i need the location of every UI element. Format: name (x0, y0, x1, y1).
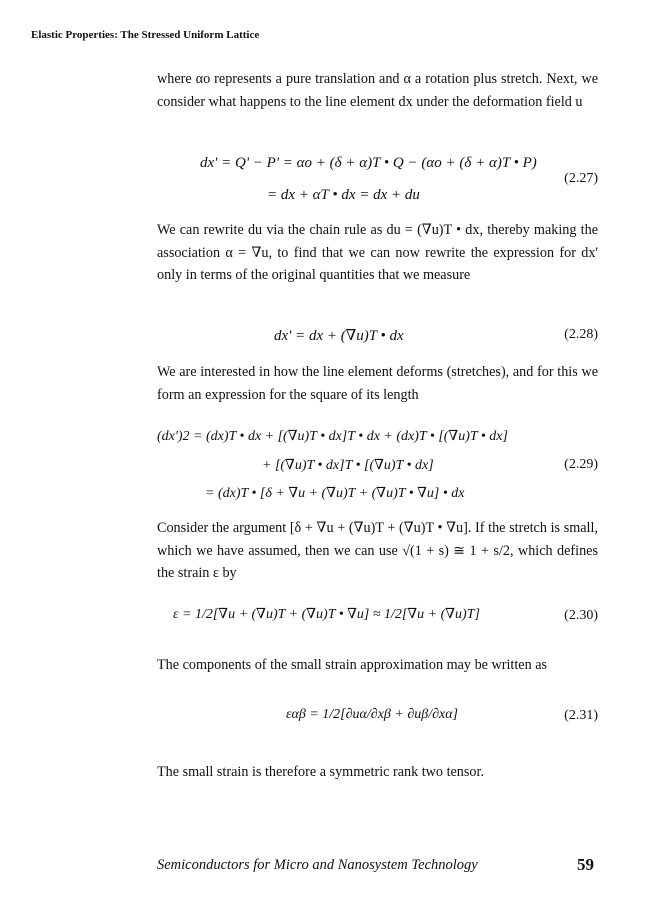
equation-number-2-27: (2.27) (564, 171, 598, 186)
equation-2-27-line-2: = dx + αT • dx = dx + du (267, 187, 420, 203)
paragraph-text: We are interested in how the line element deforms (stretches), and for this we form an expression for the square of its length (157, 364, 598, 403)
paragraph-1 (157, 68, 598, 113)
equation-2-29-line-3: = (dx)T • [δ + ∇u + (∇u)T + (∇u)T • ∇u] • dx (205, 486, 465, 501)
paragraph-text: Consider the argument [δ + ∇u + (∇u)T + (∇u)T • ∇u]. If the stretch is small, which we have assumed, then we can use √(1 + s) ≅ 1 + s/2, which defines the strain ε by (157, 520, 598, 581)
footer-book-title: Semiconductors for Micro and Nanosystem Technology (157, 857, 478, 873)
equation-number-2-30: (2.30) (564, 608, 598, 623)
paragraph-2 (157, 219, 598, 287)
equation-2-31: εαβ = 1/2[∂uα/∂xβ + ∂uβ/∂xα] (286, 707, 459, 722)
paragraph-5 (157, 654, 598, 677)
paragraph-6 (157, 761, 598, 784)
paragraph-text: The components of the small strain approximation may be written as (157, 657, 548, 673)
equation-2-29-line-2: + [(∇u)T • dx]T • [(∇u)T • dx] (262, 458, 434, 473)
equation-number-2-28: (2.28) (564, 327, 598, 342)
running-header: Elastic Properties: The Stressed Uniform Lattice (31, 29, 260, 41)
paragraph-text: where αo represents a pure translation and α a rotation plus stretch. Next, we consider what happens to the line element dx under the deformation field u (157, 71, 598, 110)
equation-number-2-29: (2.29) (564, 457, 598, 472)
equation-2-28: dx' = dx + (∇u)T • dx (274, 328, 404, 344)
paragraph-text: The small strain is therefore a symmetric rank two tensor. (157, 764, 485, 780)
paragraph-3 (157, 361, 598, 406)
equation-2-30: ε = 1/2[∇u + (∇u)T + (∇u)T • ∇u] ≈ 1/2[∇u + (∇u)T] (173, 607, 480, 622)
paragraph-text: We can rewrite du via the chain rule as du = (∇u)T • dx, thereby making the association α = ∇u, to find that we can now rewrite the expression for dx' only in terms of the original quantities that we measure (157, 222, 598, 283)
equation-2-29-line-1: (dx')2 = (dx)T • dx + [(∇u)T • dx]T • dx + (dx)T • [(∇u)T • dx] (157, 429, 508, 444)
page-number: 59 (577, 855, 594, 874)
paragraph-4 (157, 517, 598, 585)
equation-2-27-line-1: dx' = Q' − P' = αo + (δ + α)T • Q − (αo + (δ + α)T • P) (200, 155, 537, 171)
equation-number-2-31: (2.31) (564, 708, 598, 723)
